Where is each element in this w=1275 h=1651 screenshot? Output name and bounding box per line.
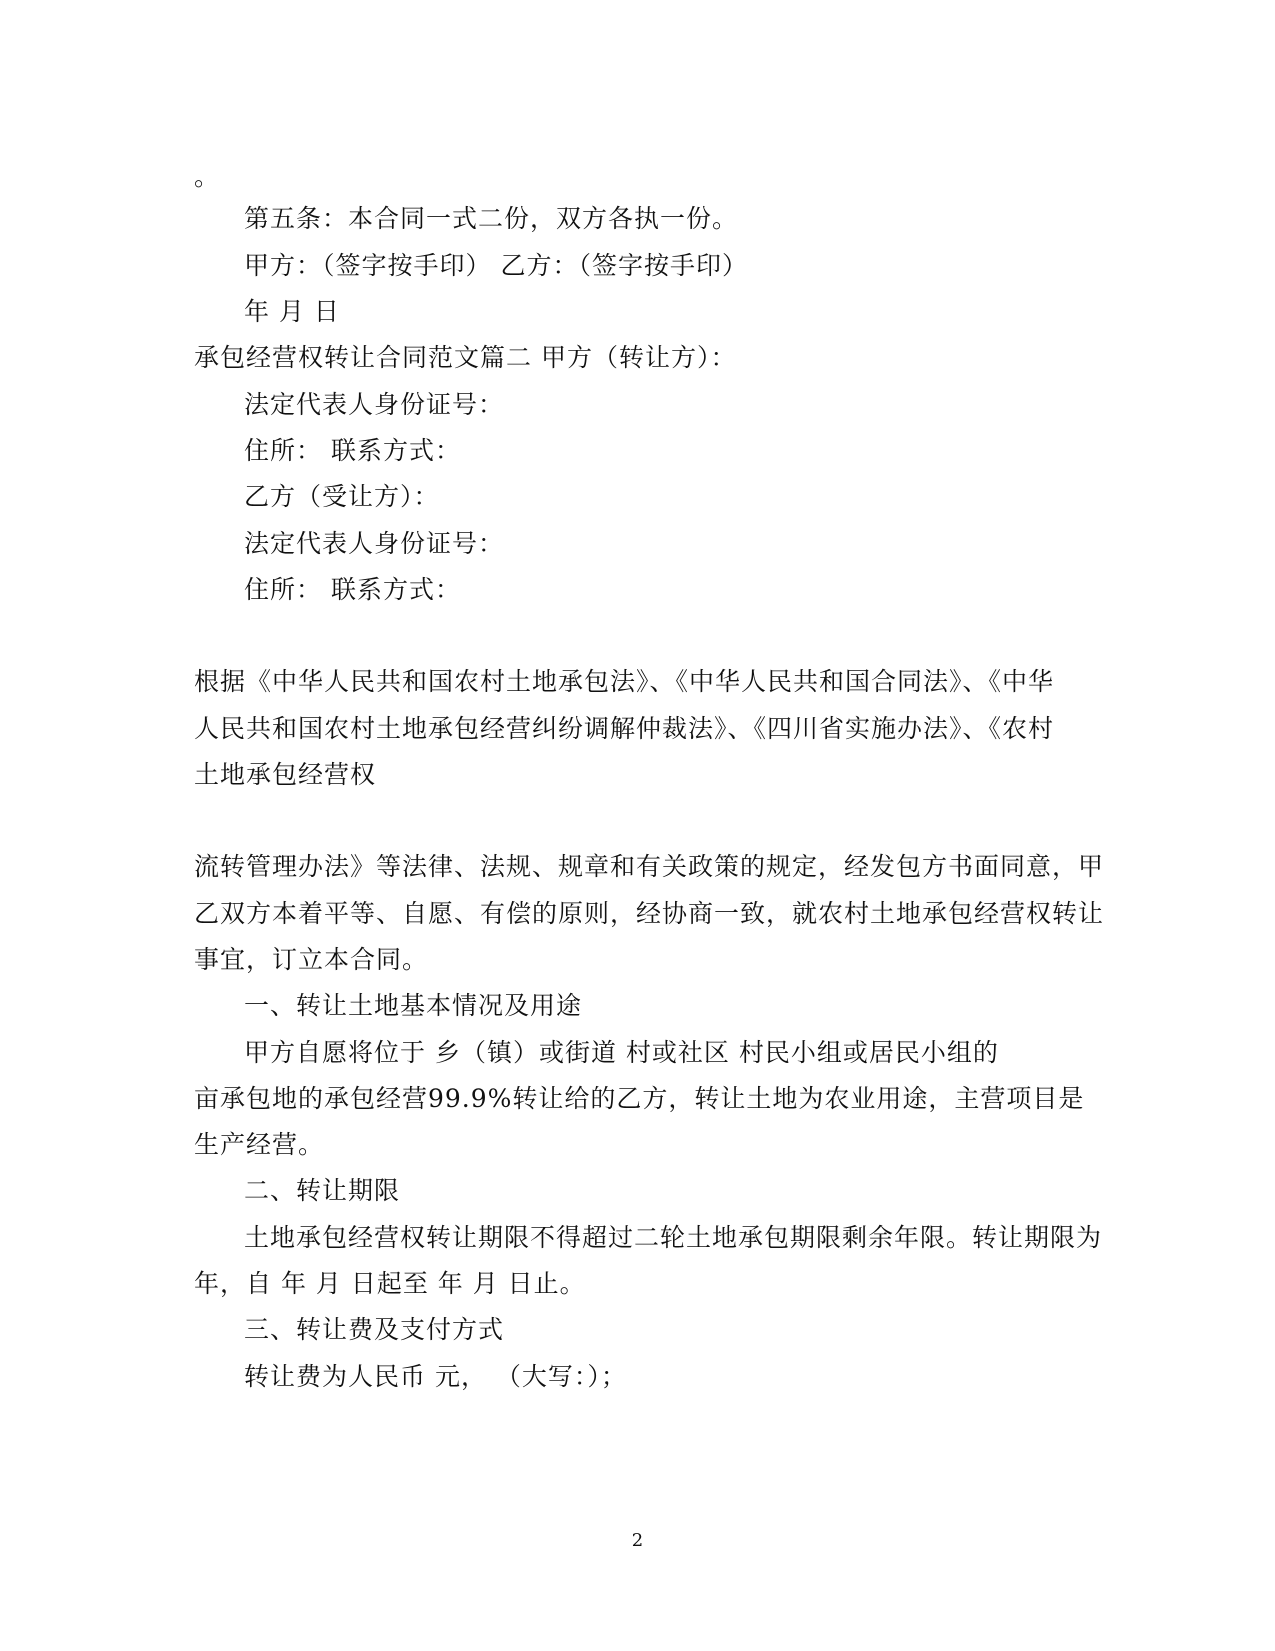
- text-line: 法定代表人身份证号：: [244, 390, 505, 419]
- section-heading: 二、转让期限: [244, 1176, 401, 1205]
- text-line: 事宜，订立本合同。: [194, 945, 429, 974]
- text-line: 生产经营。: [194, 1130, 325, 1159]
- text-line: 年 月 日: [244, 297, 340, 326]
- section-heading: 三、转让费及支付方式: [244, 1315, 505, 1344]
- text-line: 乙方（受让方）：: [244, 482, 440, 511]
- text-line: 人民共和国农村土地承包经营纠纷调解仲裁法》、《四川省实施办法》、《农村: [194, 714, 1055, 743]
- text-line: 亩承包地的承包经营99.9%转让给的乙方，转让土地为农业用途，主营项目是: [194, 1084, 1085, 1113]
- text-line: 。: [194, 162, 221, 191]
- text-line: 转让费为人民币 元， （大写：）；: [244, 1362, 627, 1391]
- text-line: 住所： 联系方式：: [244, 575, 461, 604]
- text-line: 土地承包经营权转让期限不得超过二轮土地承包期限剩余年限。转让期限为: [244, 1223, 1103, 1252]
- text-line: 甲方自愿将位于 乡（镇）或街道 村或社区 村民小组或居民小组的: [244, 1038, 999, 1067]
- text-line: 流转管理办法》等法律、法规、规章和有关政策的规定，经发包方书面同意，甲: [194, 852, 1105, 881]
- text-line: 根据《中华人民共和国农村土地承包法》、《中华人民共和国合同法》、《中华: [194, 667, 1055, 696]
- text-line: 第五条：本合同一式二份，双方各执一份。: [244, 204, 739, 233]
- text-line: 土地承包经营权: [194, 760, 377, 789]
- text-line: 年，自 年 月 日起至 年 月 日止。: [194, 1269, 586, 1298]
- section-heading: 承包经营权转让合同范文篇二 甲方（转让方）：: [194, 343, 737, 372]
- text-line: 甲方：（签字按手印） 乙方：（签字按手印）: [244, 251, 748, 280]
- text-line: 法定代表人身份证号：: [244, 529, 505, 558]
- section-heading: 一、转让土地基本情况及用途: [244, 991, 583, 1020]
- page-number: 2: [631, 1530, 644, 1551]
- text-line: 乙双方本着平等、自愿、有偿的原则，经协商一致，就农村土地承包经营权转让: [194, 899, 1105, 928]
- text-line: 住所： 联系方式：: [244, 436, 461, 465]
